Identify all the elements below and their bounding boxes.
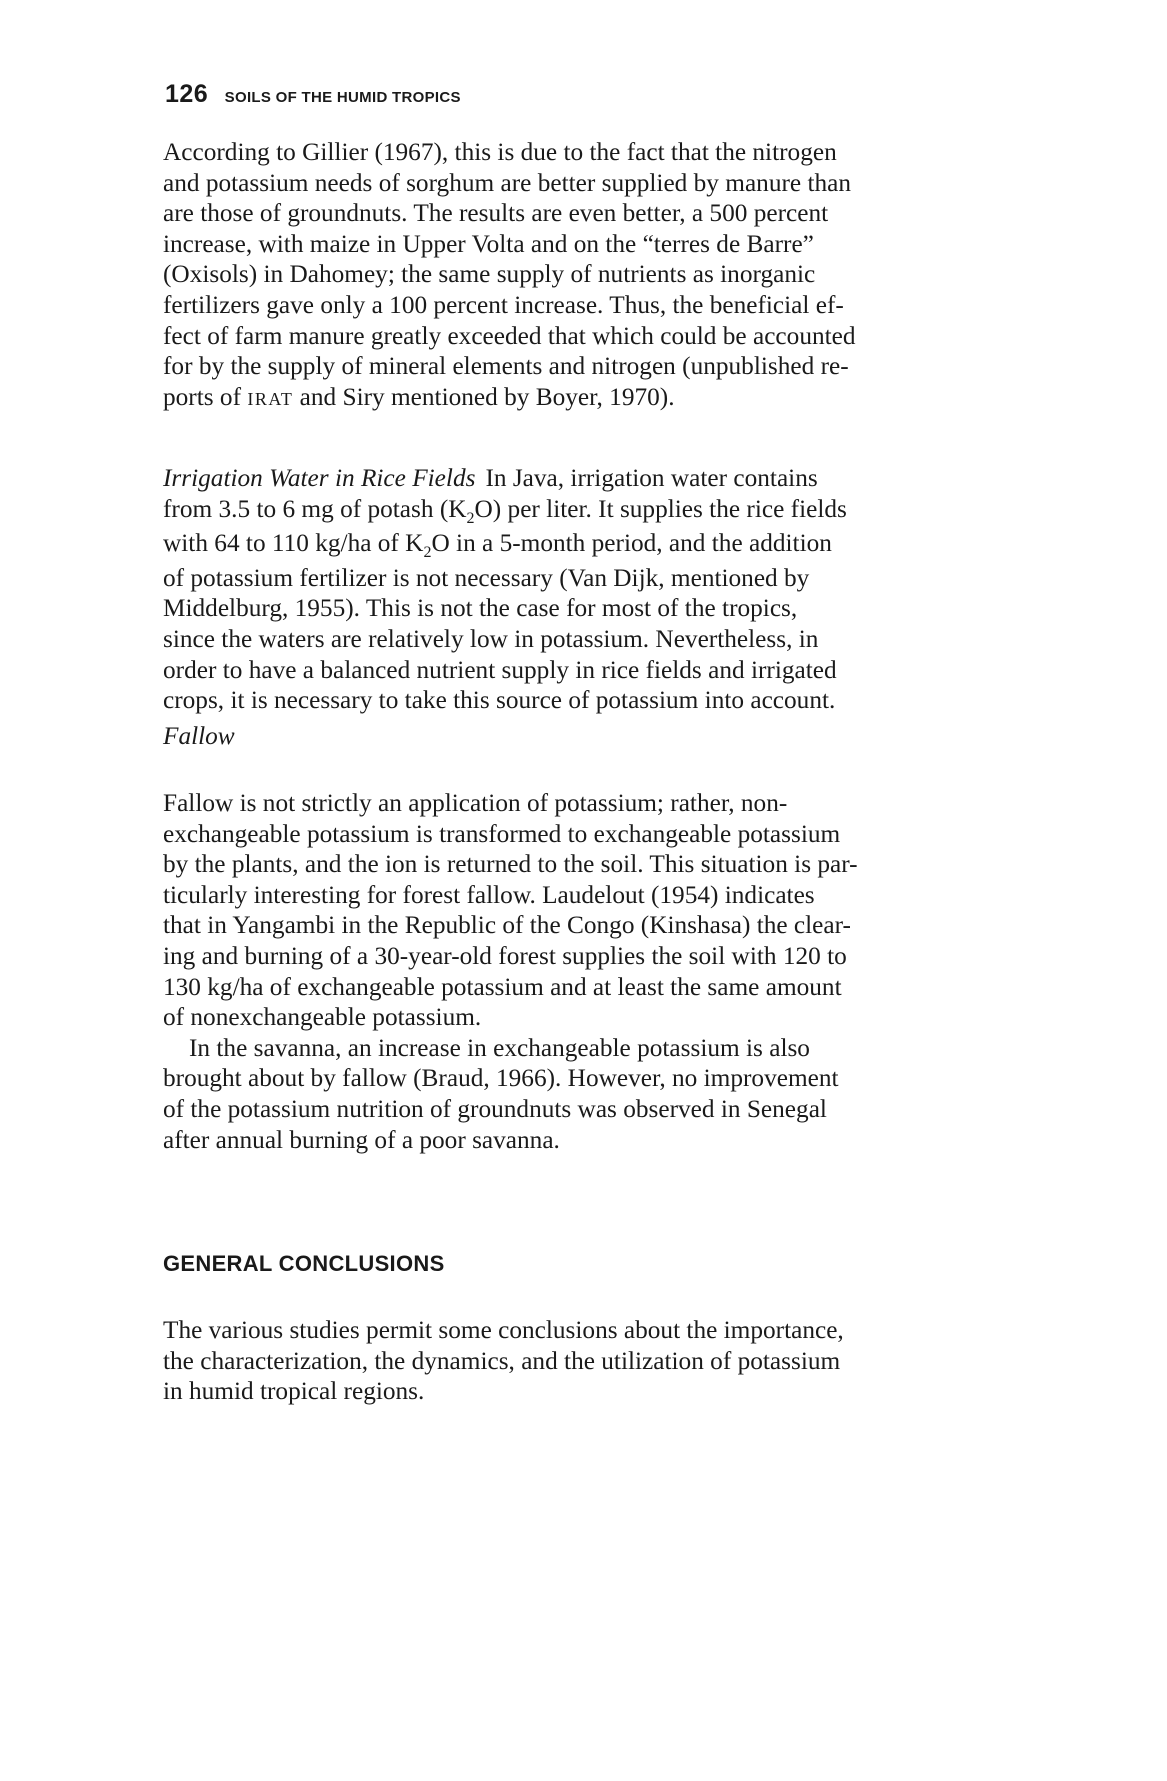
- text-line: Middelburg, 1955). This is not the case for most of the tropics,: [163, 594, 798, 623]
- text-fragment: from 3.5 to 6 mg of potash (K: [163, 494, 467, 523]
- text-line: ticularly interesting for forest fallow. Laudelout (1954) indicates: [163, 880, 815, 909]
- text-line: that in Yangambi in the Republic of the Congo (Kinshasa) the clear-: [163, 911, 851, 940]
- text-line: increase, with maize in Upper Volta and on the “terres de Barre”: [163, 229, 814, 258]
- text-fragment: O in a 5-month period, and the addition: [431, 529, 832, 558]
- paragraph-conclusions: [163, 1315, 923, 1407]
- text-fragment: and Siry mentioned by Boyer, 1970).: [293, 382, 675, 411]
- text-line: the characterization, the dynamics, and the utilization of potassium: [163, 1346, 841, 1375]
- running-head: [165, 80, 461, 109]
- text-line: crops, it is necessary to take this source of potassium into account.: [163, 686, 836, 715]
- run-in-heading: Irrigation Water in Rice Fields: [163, 464, 476, 492]
- text-line: [163, 494, 923, 529]
- text-fragment: with 64 to 110 kg/ha of K: [163, 529, 424, 558]
- text-line: [163, 528, 923, 563]
- subscript: 2: [423, 544, 432, 562]
- text-line: exchangeable potassium is transformed to exchangeable potassium: [163, 819, 841, 848]
- section-heading-fallow: Fallow: [163, 722, 235, 750]
- text-line: in humid tropical regions.: [163, 1377, 425, 1406]
- section-heading-general-conclusions: GENERAL CONCLUSIONS: [163, 1251, 445, 1276]
- text-line: are those of groundnuts. The results are even better, a 500 percent: [163, 199, 829, 228]
- page-number: 126: [165, 80, 209, 108]
- text-line: According to Gillier (1967), this is due to the fact that the nitrogen: [163, 138, 837, 166]
- abbreviation-irat: IRAT: [247, 388, 294, 409]
- text-fragment: In Java, irrigation water contains: [485, 464, 818, 492]
- text-line: for by the supply of mineral elements and nitrogen (unpublished re-: [163, 352, 849, 381]
- text-line: 130 kg/ha of exchangeable potassium and at least the same amount: [163, 972, 842, 1001]
- text-line: fertilizers gave only a 100 percent increase. Thus, the beneficial ef-: [163, 290, 844, 319]
- text-line: order to have a balanced nutrient supply in rice fields and irrigated: [163, 655, 837, 684]
- running-title: SOILS OF THE HUMID TROPICS: [224, 89, 461, 106]
- text-line: by the plants, and the ion is returned to the soil. This situation is par-: [163, 850, 858, 879]
- paragraph-fallow: [163, 788, 923, 1155]
- text-line: since the waters are relatively low in potassium. Nevertheless, in: [163, 624, 819, 653]
- subscript: 2: [466, 509, 475, 527]
- text-line: after annual burning of a poor savanna.: [163, 1125, 560, 1154]
- text-line: [163, 463, 923, 494]
- text-line: of the potassium nutrition of groundnuts was observed in Senegal: [163, 1094, 827, 1123]
- text-line: Fallow is not strictly an application of potassium; rather, non-: [163, 789, 788, 817]
- text-line: fect of farm manure greatly exceeded that which could be accounted: [163, 321, 856, 350]
- text-line: brought about by fallow (Braud, 1966). However, no improvement: [163, 1064, 839, 1093]
- paragraph-gillier: [163, 137, 923, 414]
- text-line: of potassium fertilizer is not necessary (Van Dijk, mentioned by: [163, 563, 810, 592]
- text-line: and potassium needs of sorghum are better supplied by manure than: [163, 168, 852, 197]
- text-line: of nonexchangeable potassium.: [163, 1003, 482, 1032]
- text-fragment: O) per liter. It supplies the rice fields: [474, 494, 847, 523]
- text-fragment: ports of: [163, 382, 248, 411]
- text-line: The various studies permit some conclusions about the importance,: [163, 1316, 844, 1344]
- text-line: (Oxisols) in Dahomey; the same supply of nutrients as inorganic: [163, 260, 816, 289]
- text-line: In the savanna, an increase in exchangeable potassium is also: [189, 1033, 810, 1062]
- paragraph-irrigation-water: [163, 463, 923, 716]
- text-line: ing and burning of a 30-year-old forest supplies the soil with 120 to: [163, 941, 847, 970]
- text-line: [163, 382, 923, 415]
